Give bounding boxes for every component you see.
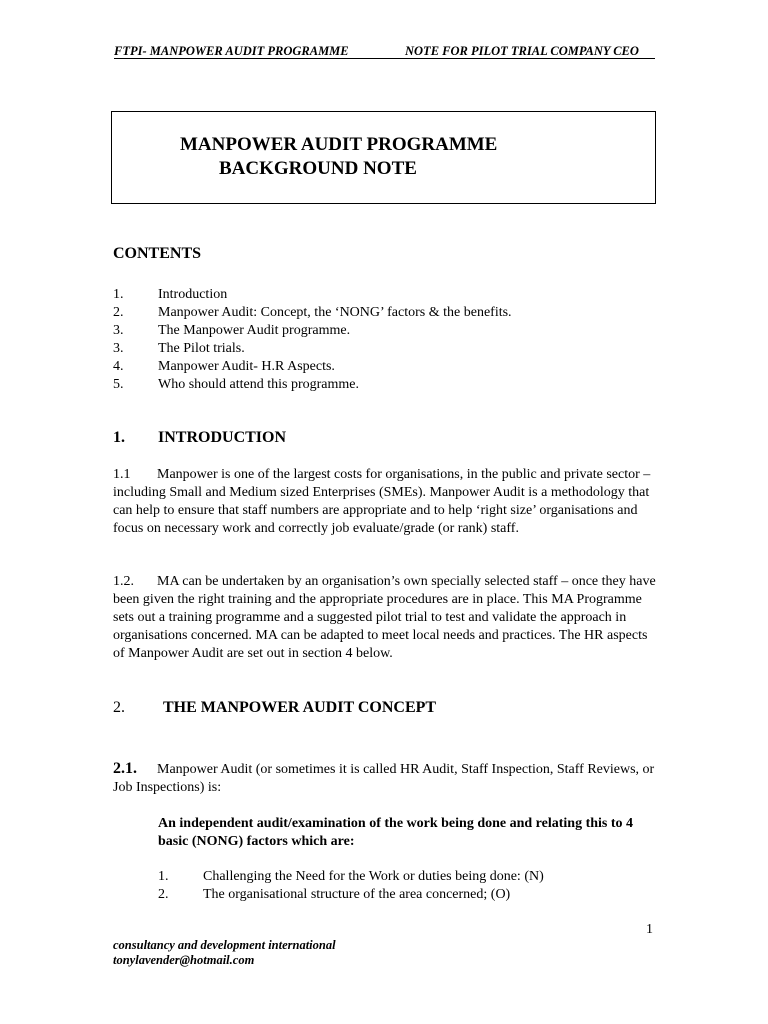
- paragraph-text: Manpower is one of the largest costs for organisations, in the public and private sector –including Small and Medium sized Enterprises (SMEs). Manpower Audit is a methodology that can help to ensure that staff numbers are appropriate and to help ‘right size’ organisations and focus on necessary work and correctly job evaluate/grade (or rank) staff.: [113, 467, 651, 536]
- factors-list: [158, 868, 544, 904]
- factor-text: Challenging the Need for the Work or duties being done: (N): [203, 869, 544, 884]
- section-2-number: 2.: [113, 699, 125, 716]
- contents-item: [113, 304, 512, 322]
- header-left: FTPI- MANPOWER AUDIT PROGRAMME: [114, 44, 349, 58]
- contents-item: [113, 358, 512, 376]
- page-number: 1: [646, 922, 653, 937]
- document-title: MANPOWER AUDIT PROGRAMME: [180, 134, 498, 155]
- contents-item-text: Who should attend this programme.: [158, 377, 360, 392]
- contents-item-number: 3.: [113, 323, 124, 338]
- section-1-heading: [113, 429, 286, 447]
- contents-item-number: 5.: [113, 377, 124, 392]
- paragraph-text: MA can be undertaken by an organisation’s own specially selected staff – once they have been given the right training and the appropriate procedures are in place. This MA Programme sets out a training programme and a suggested pilot trial to test and validate the approach in organisations concerned. MA can be adapted to meet local needs and practices. The HR aspects of Manpower Audit are set out in section 4 below.: [113, 574, 656, 661]
- contents-item-text: The Manpower Audit programme.: [158, 323, 351, 338]
- paragraph-number: 1.1: [113, 467, 131, 482]
- factor-number: 1.: [158, 869, 169, 884]
- paragraph-1-1: [113, 466, 658, 538]
- contents-heading: CONTENTS: [113, 245, 202, 262]
- contents-item: [113, 286, 512, 304]
- contents-item-number: 2.: [113, 305, 124, 320]
- section-2-title: THE MANPOWER AUDIT CONCEPT: [163, 699, 437, 716]
- contents-item-text: Introduction: [158, 287, 228, 302]
- section-2-heading: [113, 699, 436, 717]
- header-right: NOTE FOR PILOT TRIAL COMPANY CEO: [405, 44, 639, 58]
- factor-item: [158, 886, 544, 904]
- contents-list: [113, 286, 512, 394]
- section-1-number: 1.: [113, 429, 125, 446]
- contents-item-text: Manpower Audit: Concept, the ‘NONG’ factors & the benefits.: [158, 305, 512, 320]
- footer-email: tonylavender@hotmail.com: [113, 953, 255, 967]
- section-1-title: INTRODUCTION: [158, 429, 287, 446]
- contents-item: [113, 376, 512, 394]
- contents-item: [113, 322, 512, 340]
- contents-item-text: The Pilot trials.: [158, 341, 245, 356]
- paragraph-number: 2.1.: [113, 760, 137, 777]
- factor-number: 2.: [158, 887, 169, 902]
- paragraph-text: Manpower Audit (or sometimes it is called HR Audit, Staff Inspection, Staff Reviews, or Job Inspections) is:: [113, 762, 655, 795]
- paragraph-number: 1.2.: [113, 574, 134, 589]
- contents-item-text: Manpower Audit- H.R Aspects.: [158, 359, 335, 374]
- contents-item-number: 4.: [113, 359, 124, 374]
- contents-item-number: 1.: [113, 287, 124, 302]
- definition-text: An independent audit/examination of the work being done and relating this to 4 basic (NONG) factors which are:: [158, 816, 634, 849]
- paragraph-2-1: [113, 760, 658, 797]
- document-subtitle: BACKGROUND NOTE: [219, 158, 417, 179]
- paragraph-1-2: [113, 573, 658, 663]
- factor-item: [158, 868, 544, 886]
- footer-company: consultancy and development international: [113, 938, 336, 952]
- contents-item-number: 3.: [113, 341, 124, 356]
- header-underline: [114, 58, 655, 59]
- factor-text: The organisational structure of the area concerned; (O): [203, 887, 511, 902]
- contents-item: [113, 340, 512, 358]
